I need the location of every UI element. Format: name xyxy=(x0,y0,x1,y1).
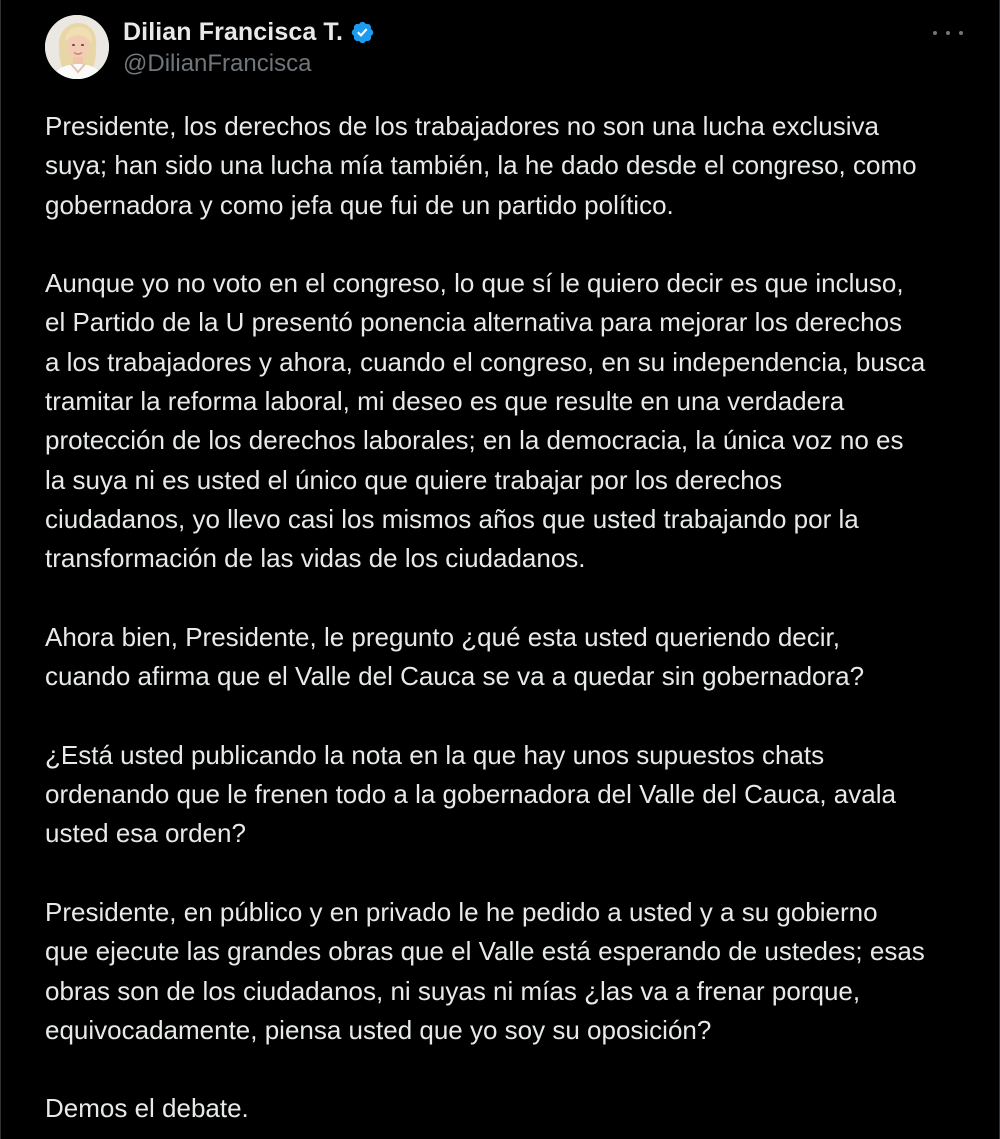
author-handle[interactable]: @DilianFrancisca xyxy=(123,50,312,77)
more-options-icon[interactable] xyxy=(933,23,963,43)
avatar-image xyxy=(45,15,109,79)
avatar[interactable] xyxy=(45,15,109,79)
author-name-row xyxy=(123,17,375,47)
author-info xyxy=(123,17,375,78)
more-dot xyxy=(933,31,937,35)
tweet-text xyxy=(45,107,980,1129)
tweet-paragraph: ¿Está usted publicando la nota en la que hay unos supuestos chats ordenando que le frenen todo a la gobernadora del Valle del Cauca, avala usted esa orden? xyxy=(45,739,896,849)
more-dot xyxy=(959,31,963,35)
verified-badge-icon[interactable] xyxy=(350,20,375,45)
tweet-paragraph: Ahora bien, Presidente, le pregunto ¿qué esta usted queriendo decir, cuando afirma que el Valle del Cauca se va a quedar sin gobernadora? xyxy=(45,621,865,692)
tweet-paragraph: Presidente, los derechos de los trabajadores no son una lucha exclusiva suya; han sido una lucha mía también, la he dado desde el congreso, como gobernadora y como jefa que fui de un partido político. xyxy=(45,111,917,220)
tweet-paragraph: Demos el debate. xyxy=(45,1093,249,1124)
tweet-paragraph: Aunque yo no voto en el congreso, lo que sí le quiero decir es que incluso, el Partido de la U presentó ponencia alternativa para mejorar los derechos a los trabajadores y ahora, cuando el congreso, en su independencia, busca tramitar la reforma laboral, mi deseo es que resulte en una verdadera protección de los derechos laborales; en la democracia, la única voz no es la suya ni es usted el único que quiere trabajar por los derechos ciudadanos, yo llevo casi los mismos años que usted trabajando por la transformación de las vidas de los ciudadanos. xyxy=(45,268,926,574)
tweet-paragraph: Presidente, en público y en privado le he pedido a usted y a su gobierno que ejecute las grandes obras que el Valle está esperando de ustedes; esas obras son de los ciudadanos, ni suyas ni mías ¿las va a frenar porque, equivocadamente, piensa usted que yo soy su oposición? xyxy=(45,896,925,1045)
author-display-name[interactable]: Dilian Francisca T. xyxy=(123,17,344,46)
tweet-header xyxy=(45,15,969,79)
more-dot xyxy=(946,31,950,35)
